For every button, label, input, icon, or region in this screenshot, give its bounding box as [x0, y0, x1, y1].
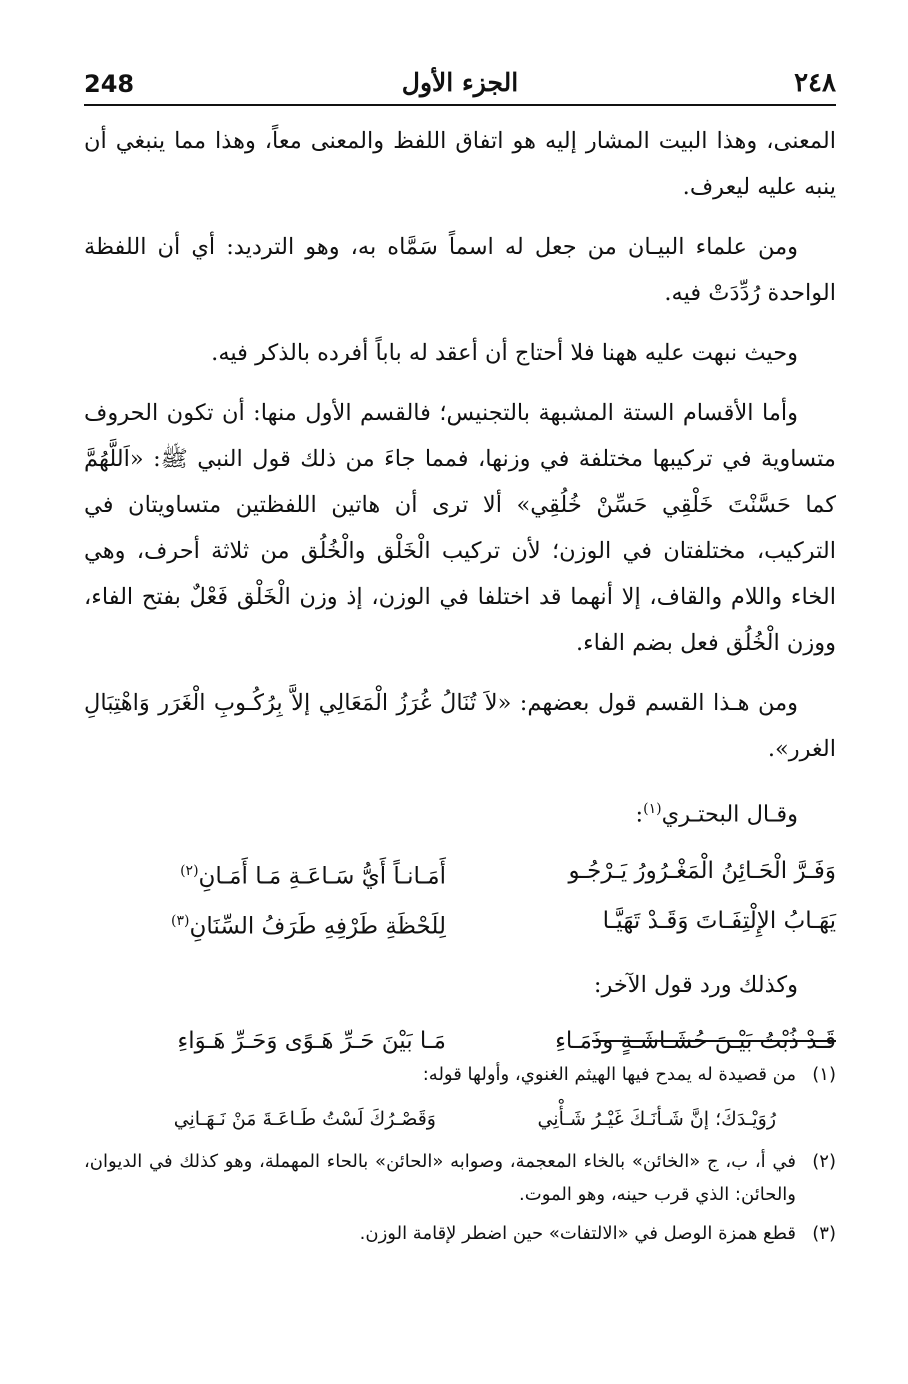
footnote [84, 1217, 836, 1250]
paragraph: ومن علماء البيـان من جعل له اسماً سَمَّاه به، وهو الترديد: أي أن اللفظة الواحدة رُدِّدَتْ فيه. [84, 234, 836, 306]
footnote-text: من قصيدة له يمدح فيها الهيثم الغنوي، وأولها قوله: [422, 1064, 796, 1085]
hemistich-text: لِلَحْظَةِ طَرْفِهِ طَرَفُ السِّنَانِ [189, 913, 446, 940]
footnote-text: في أ، ب، ج «الخائن» بالخاء المعجمة، وصوابه «الحائن» بالحاء المهملة، وهو كذلك في الديوان، والحائن: الذي قرب حينه، وهو الموت. [84, 1151, 796, 1205]
verse-second-hemistich [106, 898, 446, 950]
footnote-text: قطع همزة الوصل في «الالتفات» حين اضطر لإقامة الوزن. [359, 1223, 796, 1244]
verse-first-hemistich: وَفَـرَّ الْحَـائِنُ الْمَغْـرُورُ يَـرْجُـو [568, 857, 836, 884]
footnote [84, 1058, 836, 1091]
footnote-number: (٢) [812, 1151, 836, 1172]
verse-intro [84, 786, 836, 838]
verse-second-hemistich: مَـا بَيْنَ حَـرِّ هَـوًى وَحَـرِّ هَـوَاءِ [177, 1027, 446, 1054]
verse-second-hemistich: وَقَصْـرُكَ لَسْتُ طَـاعَـةَ مَنْ نَـهَـانِي [173, 1108, 436, 1130]
verse-line [84, 898, 836, 948]
verse-first-hemistich: قَـدْ ذُبْتُ بَيْـنَ حُشَـاشَـةٍ وذَمَـاءِ [555, 1027, 836, 1054]
footnote-ref: (٣) [171, 912, 190, 929]
paragraph: وحيث نبهت عليه ههنا فلا أحتاج أن أعقد له باباً أفرده بالذكر فيه. [211, 340, 798, 366]
footnote-number: (١) [812, 1064, 836, 1085]
hemistich-text: أَمَـانـاً أَيُّ سَـاعَـةِ مَـا أَمَـانِ [198, 863, 446, 890]
verse-intro-text: وقـال البحتـري [661, 801, 798, 828]
footnote [84, 1145, 836, 1211]
verse-intro: وكذلك ورد قول الآخر: [593, 971, 798, 998]
paragraph: وأما الأقسام الستة المشبهة بالتجنيس؛ فالقسم الأول منها: أن تكون الحروف متساوية في تركيبها مختلفة في وزنها، فمما جاءَ من ذلك قول النبي ﷺ: «اَللَّهُمَّ كما حَسَّنْتَ خَلْقِي حَسِّنْ خُلُقِي» ألا ترى أن هاتين اللفظتين متساويتان في التركيب، مختلفتان في الوزن؛ لأن تركيب الْخَلْق والْخُلُق من ثلاثة أحرف، وهي الخاء واللام والقاف، إلا أنهما قد اختلفا في الوزن، إذ وزن الْخَلْق فَعْلٌ بفتح الفاء، ووزن الْخُلُق فعل بضم الفاء. [84, 400, 836, 656]
footnote-ref: (٢) [180, 862, 199, 879]
footnote-number: (٣) [812, 1223, 836, 1244]
footnotes [84, 1058, 836, 1256]
footnote-separator [592, 1040, 836, 1042]
footnote-ref: (١) [643, 801, 662, 817]
verse-line [84, 848, 836, 898]
verse-second-hemistich [106, 848, 446, 900]
colon: : [635, 801, 644, 828]
verse-first-hemistich: رُوَيْـدَكَ؛ إنَّ شَـأنَـكَ غَيْـرُ شَـأْنِي [537, 1108, 776, 1130]
footnote-verse [84, 1097, 836, 1141]
page-number-latin: 248 [84, 70, 135, 98]
main-text [84, 118, 836, 1068]
paragraph: ومن هـذا القسم قول بعضهم: «لاَ تُنَالُ غُرَزُ الْمَعَالِي إلاَّ بِرُكُـوبِ الْغَرَر وَاهْتِبَالِ الغرر». [84, 690, 836, 762]
page-number-arabic: ٢٤٨ [794, 68, 836, 98]
running-title: الجزء الأول [401, 68, 519, 97]
verse-first-hemistich: يَهَـابُ الإِلْتِفَـاتَ وَقَـدْ تَهَيَّـا [602, 907, 836, 934]
paragraph: المعنى، وهذا البيت المشار إليه هو اتفاق اللفظ والمعنى معاً، وهذا مما ينبغي أن ينبه عليه ليعرف. [84, 128, 836, 200]
page-header [84, 62, 836, 106]
